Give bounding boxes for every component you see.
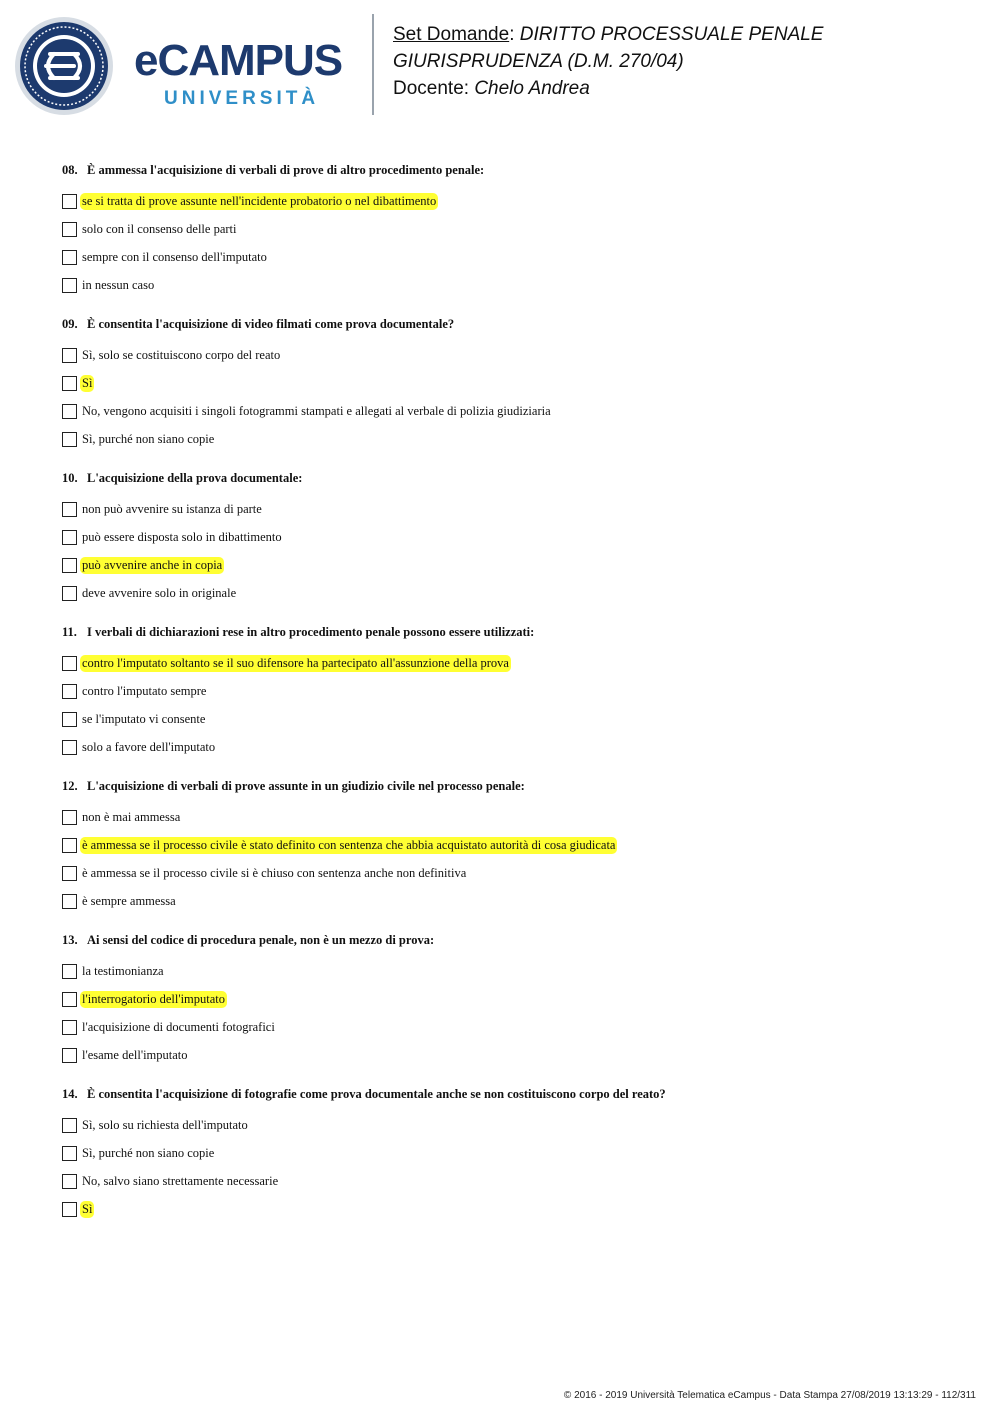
answer-option[interactable] <box>62 1041 962 1069</box>
answer-text-highlighted: l'interrogatorio dell'imputato <box>82 991 226 1006</box>
answer-text: non è mai ammessa <box>82 809 181 824</box>
degree-title: GIURISPRUDENZA (D.M. 270/04) <box>393 51 684 72</box>
question-text: È consentita l'acquisizione di video filmati come prova documentale? <box>87 317 455 331</box>
answer-option[interactable] <box>62 887 962 915</box>
answer-text: se l'imputato vi consente <box>82 711 206 726</box>
logo-subtitle-text: UNIVERSITÀ <box>164 88 320 109</box>
answer-checkbox[interactable] <box>62 194 77 209</box>
answer-checkbox[interactable] <box>62 222 77 237</box>
answer-text: No, vengono acquisiti i singoli fotogrammi stampati e allegati al verbale di polizia giudiziaria <box>82 403 551 418</box>
answer-option[interactable] <box>62 271 962 299</box>
page-footer: © 2016 - 2019 Università Telematica eCampus - Data Stampa 27/08/2019 13:13:29 - 112/311 <box>563 1390 976 1401</box>
answer-option[interactable] <box>62 187 962 215</box>
answer-option[interactable] <box>62 803 962 831</box>
answer-text-highlighted: se si tratta di prove assunte nell'incidente probatorio o nel dibattimento <box>82 193 437 208</box>
question-block <box>62 623 962 761</box>
answer-checkbox[interactable] <box>62 404 77 419</box>
teacher-name: Chelo Andrea <box>474 78 590 99</box>
answer-option[interactable] <box>62 985 962 1013</box>
answer-option[interactable] <box>62 495 962 523</box>
answer-option[interactable] <box>62 425 962 453</box>
answer-text: Sì, solo se costituiscono corpo del reato <box>82 347 281 362</box>
answer-text: è ammessa se il processo civile si è chiuso con sentenza anche non definitiva <box>82 865 467 880</box>
question-title <box>62 1085 962 1103</box>
answer-text-highlighted: contro l'imputato soltanto se il suo difensore ha partecipato all'assunzione della prova <box>82 655 509 670</box>
answer-option[interactable] <box>62 1111 962 1139</box>
question-title <box>62 777 962 795</box>
answer-option[interactable] <box>62 341 962 369</box>
answer-option[interactable] <box>62 369 962 397</box>
answer-checkbox[interactable] <box>62 894 77 909</box>
degree-line <box>393 51 684 73</box>
question-title <box>62 469 962 487</box>
question-title <box>62 623 962 641</box>
answer-checkbox[interactable] <box>62 656 77 671</box>
answer-checkbox[interactable] <box>62 1020 77 1035</box>
ecampus-seal-logo <box>14 16 114 116</box>
answer-checkbox[interactable] <box>62 502 77 517</box>
answer-checkbox[interactable] <box>62 684 77 699</box>
question-text: È consentita l'acquisizione di fotografie come prova documentale anche se non costituiscono corpo del reato? <box>87 1087 666 1101</box>
question-block <box>62 931 962 1069</box>
set-label: Set Domande <box>393 24 510 45</box>
answer-option[interactable] <box>62 705 962 733</box>
answer-checkbox[interactable] <box>62 530 77 545</box>
answer-option[interactable] <box>62 831 962 859</box>
answer-text: l'esame dell'imputato <box>82 1047 188 1062</box>
course-title: DIRITTO PROCESSUALE PENALE <box>519 24 824 45</box>
answer-checkbox[interactable] <box>62 432 77 447</box>
answer-text: Sì, purché non siano copie <box>82 431 215 446</box>
answer-checkbox[interactable] <box>62 586 77 601</box>
answer-text: la testimonianza <box>82 963 164 978</box>
answer-text: contro l'imputato sempre <box>82 683 207 698</box>
question-block <box>62 315 962 453</box>
question-number: 13. <box>62 933 78 947</box>
question-block <box>62 161 962 299</box>
answer-text: solo a favore dell'imputato <box>82 739 216 754</box>
answer-option[interactable] <box>62 1167 962 1195</box>
answer-text: Sì, purché non siano copie <box>82 1145 215 1160</box>
answer-checkbox[interactable] <box>62 712 77 727</box>
question-number: 10. <box>62 471 78 485</box>
answer-text-highlighted: Sì <box>82 1201 93 1216</box>
answer-checkbox[interactable] <box>62 866 77 881</box>
answer-option[interactable] <box>62 957 962 985</box>
question-number: 11. <box>62 625 77 639</box>
question-text: L'acquisizione di verbali di prove assunte in un giudizio civile nel processo penale: <box>87 779 525 793</box>
question-text: L'acquisizione della prova documentale: <box>87 471 303 485</box>
question-text: È ammessa l'acquisizione di verbali di prove di altro procedimento penale: <box>87 163 485 177</box>
question-block <box>62 469 962 607</box>
question-title <box>62 315 962 333</box>
answer-option[interactable] <box>62 523 962 551</box>
logo-brand-text: eCAMPUS <box>134 36 343 85</box>
question-block <box>62 777 962 915</box>
answer-text: l'acquisizione di documenti fotografici <box>82 1019 275 1034</box>
answer-checkbox[interactable] <box>62 810 77 825</box>
answer-option[interactable] <box>62 215 962 243</box>
answer-option[interactable] <box>62 1195 962 1223</box>
answer-checkbox[interactable] <box>62 838 77 853</box>
header-divider <box>372 14 374 115</box>
answer-option[interactable] <box>62 1013 962 1041</box>
answer-checkbox[interactable] <box>62 992 77 1007</box>
answer-text: Sì, solo su richiesta dell'imputato <box>82 1117 248 1132</box>
answer-text-highlighted: è ammessa se il processo civile è stato definito con sentenza che abbia acquistato autorità di cosa giudicata <box>82 837 616 852</box>
teacher-line <box>393 78 590 100</box>
answer-option[interactable] <box>62 397 962 425</box>
question-list <box>62 161 962 1239</box>
answer-checkbox[interactable] <box>62 1048 77 1063</box>
answer-option[interactable] <box>62 579 962 607</box>
answer-checkbox[interactable] <box>62 1146 77 1161</box>
answer-option[interactable] <box>62 677 962 705</box>
answer-text: non può avvenire su istanza di parte <box>82 501 262 516</box>
question-block <box>62 1085 962 1223</box>
answer-text: deve avvenire solo in originale <box>82 585 237 600</box>
answer-text-highlighted: Sì <box>82 375 93 390</box>
answer-checkbox[interactable] <box>62 348 77 363</box>
answer-checkbox[interactable] <box>62 1174 77 1189</box>
answer-checkbox[interactable] <box>62 740 77 755</box>
answer-option[interactable] <box>62 551 962 579</box>
answer-text: in nessun caso <box>82 277 155 292</box>
answer-text: solo con il consenso delle parti <box>82 221 237 236</box>
teacher-label: Docente: <box>393 78 470 99</box>
answer-option[interactable] <box>62 649 962 677</box>
question-number: 09. <box>62 317 78 331</box>
answer-text: No, salvo siano strettamente necessarie <box>82 1173 279 1188</box>
answer-checkbox[interactable] <box>62 964 77 979</box>
answer-option[interactable] <box>62 733 962 761</box>
answer-option[interactable] <box>62 859 962 887</box>
course-line <box>393 24 823 46</box>
answer-checkbox[interactable] <box>62 1118 77 1133</box>
set-colon: : <box>509 24 515 45</box>
question-text: Ai sensi del codice di procedura penale, non è un mezzo di prova: <box>87 933 435 947</box>
answer-checkbox[interactable] <box>62 1202 77 1217</box>
answer-option[interactable] <box>62 243 962 271</box>
page-header <box>0 0 1000 130</box>
question-number: 08. <box>62 163 78 177</box>
question-number: 12. <box>62 779 78 793</box>
answer-text-highlighted: può avvenire anche in copia <box>82 557 223 572</box>
question-text: I verbali di dichiarazioni rese in altro procedimento penale possono essere utilizzati: <box>87 625 535 639</box>
answer-checkbox[interactable] <box>62 376 77 391</box>
ecampus-wordmark <box>134 38 356 112</box>
question-title <box>62 161 962 179</box>
answer-text: è sempre ammessa <box>82 893 176 908</box>
answer-option[interactable] <box>62 1139 962 1167</box>
question-title <box>62 931 962 949</box>
answer-checkbox[interactable] <box>62 558 77 573</box>
answer-checkbox[interactable] <box>62 278 77 293</box>
answer-text: sempre con il consenso dell'imputato <box>82 249 267 264</box>
answer-checkbox[interactable] <box>62 250 77 265</box>
answer-text: può essere disposta solo in dibattimento <box>82 529 282 544</box>
question-number: 14. <box>62 1087 78 1101</box>
